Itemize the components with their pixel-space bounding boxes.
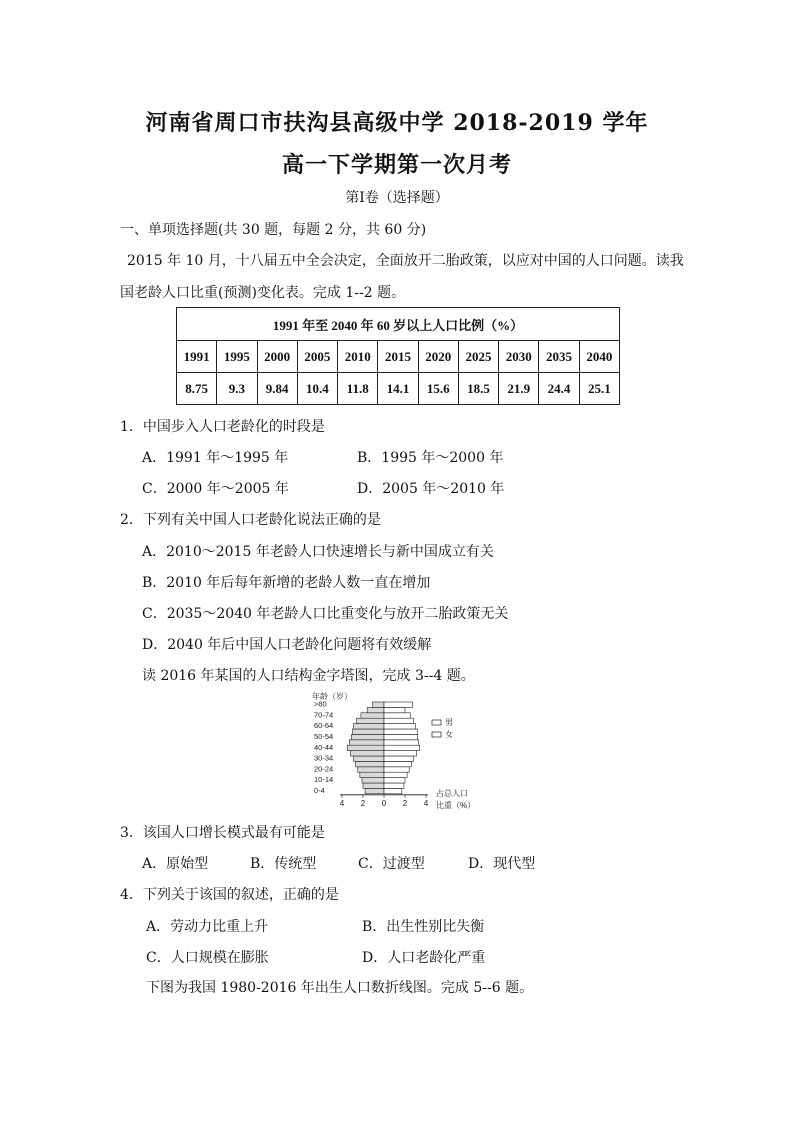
q4-stem: 4．下列关于该国的叙述，正确的是 — [120, 887, 339, 903]
aging-ratio-table — [176, 307, 620, 405]
pyramid-age-label: 50-54 — [314, 731, 334, 741]
year-cell: 2020 — [418, 341, 458, 373]
pyramid-bar-male — [354, 724, 384, 729]
q3-option-b: B．传统型 — [250, 856, 317, 872]
pyramid-y-label: 年龄（岁） — [312, 692, 352, 701]
population-pyramid-chart — [300, 690, 500, 818]
q2-option-d: D．2040 年后中国人口老龄化问题将有效缓解 — [142, 637, 432, 653]
pyramid-bar-female — [384, 756, 413, 761]
value-cell: 8.75 — [177, 373, 217, 405]
q2-option-a: A．2010～2015 年老龄人口快速增长与新中国成立有关 — [142, 544, 494, 560]
pyramid-bar-male — [360, 772, 384, 777]
pyramid-bar-female — [384, 702, 412, 707]
q4-option-b: B．出生性别比失衡 — [362, 919, 485, 935]
q3-option-a: A．原始型 — [142, 856, 209, 872]
exam-subtitle: 高一下学期第一次月考 — [281, 152, 512, 178]
year-cell: 2015 — [378, 341, 418, 373]
year-cell: 2010 — [338, 341, 378, 373]
part-heading: 一、单项选择题(共 30 题，每题 2 分，共 60 分) — [120, 222, 427, 238]
intro-text-line1: 2015 年 10 月，十八届五中全会决定，全面放开二胎政策，以应对中国的人口问题。读我 — [127, 253, 684, 269]
linechart-intro: 下图为我国 1980-2016 年出生人口数折线图。完成 5--6 题。 — [146, 980, 534, 996]
year-cell: 2025 — [458, 341, 498, 373]
q1-stem: 1．中国步入人口老龄化的时段是 — [120, 419, 325, 435]
value-cell: 18.5 — [458, 373, 498, 405]
pyramid-bar-male — [349, 740, 384, 745]
pyramid-bar-female — [384, 751, 417, 756]
q3-option-d: D．现代型 — [468, 856, 536, 872]
legend-female-label: 女 — [445, 730, 453, 739]
pyramid-age-label: >80 — [314, 699, 327, 709]
legend-male-swatch — [432, 720, 441, 725]
pyramid-age-label: 20-24 — [314, 764, 334, 774]
pyramid-bar-female — [384, 707, 405, 712]
pyramid-bar-female — [384, 783, 404, 788]
pyramid-bar-male — [353, 729, 385, 734]
year-cell: 2040 — [579, 341, 619, 373]
pyramid-tick-label: 4 — [423, 798, 429, 808]
q1-option-c: C．2000 年～2005 年 — [142, 481, 289, 497]
q3-option-c: C．过渡型 — [358, 856, 425, 872]
pyramid-age-label: 40-44 — [314, 742, 334, 752]
year-cell: 2005 — [297, 341, 337, 373]
pyramid-bar-male — [361, 713, 384, 718]
pyramid-bar-male — [354, 756, 384, 761]
table-row-years — [177, 341, 620, 373]
table-caption: 1991 年至 2040 年 60 岁以上人口比例（%） — [177, 308, 620, 341]
intro-text-line2: 国老龄人口比重(预测)变化表。完成 1--2 题。 — [120, 285, 406, 301]
pyramid-age-label: 30-34 — [314, 753, 334, 763]
year-cell: 2035 — [539, 341, 579, 373]
pyramid-tick-label: 2 — [360, 798, 366, 808]
value-cell: 9.3 — [217, 373, 257, 405]
q4-option-d: D．人口老龄化严重 — [362, 950, 486, 966]
pyramid-bar-female — [384, 729, 418, 734]
value-cell: 9.84 — [257, 373, 297, 405]
exam-title: 河南省周口市扶沟县高级中学 2018-2019 学年 — [145, 110, 649, 136]
pyramid-age-label: 10-14 — [314, 775, 334, 785]
section-label: 第Ⅰ卷（选择题） — [345, 190, 449, 206]
q3-stem: 3．该国人口增长模式最有可能是 — [120, 825, 325, 841]
pyramid-bar-female — [384, 713, 410, 718]
pyramid-bar-female — [384, 772, 407, 777]
pyramid-tick-label: 4 — [339, 798, 345, 808]
value-cell: 15.6 — [418, 373, 458, 405]
q2-stem: 2．下列有关中国人口老龄化说法正确的是 — [120, 512, 381, 528]
pyramid-bar-male — [367, 707, 384, 712]
year-cell: 2000 — [257, 341, 297, 373]
q2-option-b: B．2010 年后每年新增的老龄人数一直在增加 — [142, 575, 431, 591]
legend-female-swatch — [432, 732, 441, 737]
pyramid-age-label: 0-4 — [314, 785, 325, 795]
pyramid-bar-female — [384, 788, 402, 793]
q2-option-c: C．2035～2040 年老龄人口比重变化与放开二胎政策无关 — [142, 606, 509, 622]
pyramid-age-label: 70-74 — [314, 710, 334, 720]
pyramid-tick-label: 2 — [402, 798, 408, 808]
year-cell: 1991 — [177, 341, 217, 373]
q1-option-b: B．1995 年～2000 年 — [357, 450, 504, 466]
legend-male-label: 男 — [445, 718, 453, 727]
pyramid-bar-male — [358, 767, 384, 772]
value-cell: 25.1 — [579, 373, 619, 405]
pyramid-bar-male — [356, 761, 384, 766]
q4-option-c: C．人口规模在膨胀 — [146, 950, 269, 966]
q1-option-a: A．1991 年～1995 年 — [142, 450, 289, 466]
pyramid-age-label: 60-64 — [314, 721, 334, 731]
q4-option-a: A．劳动力比重上升 — [146, 919, 269, 935]
pyramid-x-label-line1: 占总人口 — [436, 789, 468, 798]
pyramid-bar-female — [384, 778, 405, 783]
pyramid-bar-male — [351, 734, 384, 739]
table-row-values — [177, 373, 620, 405]
pyramid-bar-male — [372, 702, 384, 707]
year-cell: 2030 — [499, 341, 539, 373]
pyramid-bar-female — [384, 724, 416, 729]
pyramid-bar-female — [384, 718, 413, 723]
pyramid-bar-female — [384, 734, 418, 739]
pyramid-bar-male — [350, 751, 384, 756]
pyramid-intro: 读 2016 年某国的人口结构金字塔图，完成 3--4 题。 — [142, 668, 475, 684]
pyramid-bar-male — [347, 745, 384, 750]
value-cell: 14.1 — [378, 373, 418, 405]
pyramid-bar-female — [384, 740, 419, 745]
pyramid-bar-female — [384, 767, 409, 772]
value-cell: 21.9 — [499, 373, 539, 405]
pyramid-bar-male — [357, 718, 384, 723]
pyramid-bar-male — [362, 778, 384, 783]
value-cell: 11.8 — [338, 373, 378, 405]
pyramid-bar-female — [384, 761, 411, 766]
value-cell: 10.4 — [297, 373, 337, 405]
pyramid-bar-female — [384, 745, 420, 750]
pyramid-bar-male — [365, 788, 384, 793]
pyramid-tick-label: 0 — [381, 798, 387, 808]
value-cell: 24.4 — [539, 373, 579, 405]
pyramid-bar-male — [363, 783, 384, 788]
year-cell: 1995 — [217, 341, 257, 373]
q1-option-d: D．2005 年～2010 年 — [357, 481, 505, 497]
pyramid-x-label-line2: 比重（%） — [436, 801, 476, 810]
